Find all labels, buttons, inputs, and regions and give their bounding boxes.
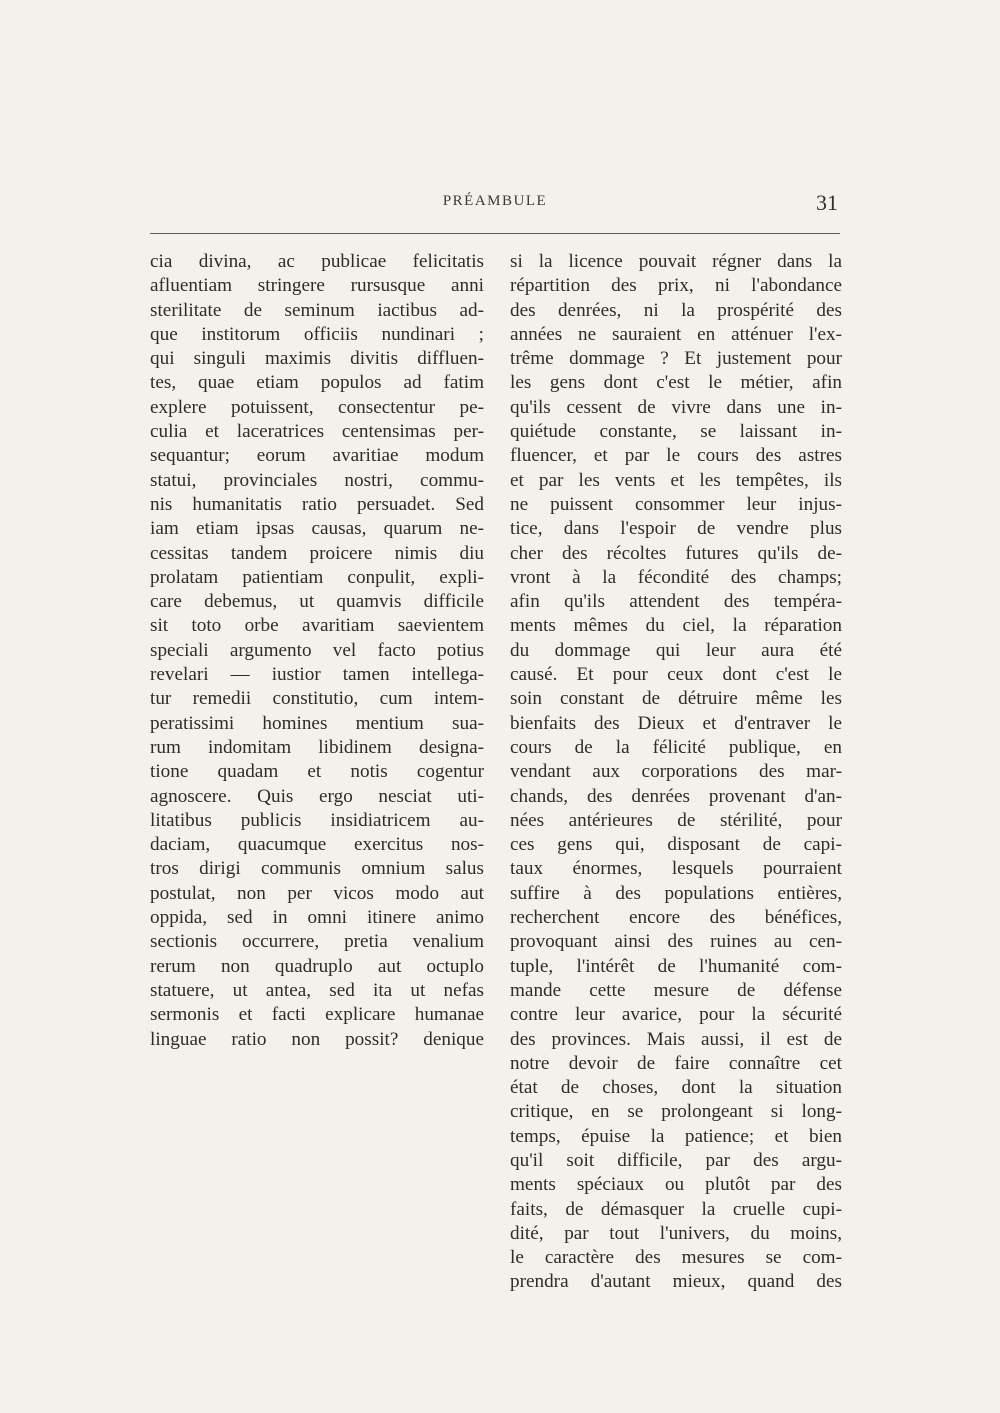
text-line: linguae ratio non possit? denique: [150, 1028, 484, 1050]
text-line: si la licence pouvait régner dans la: [510, 251, 842, 272]
text-line: tuple, l'intérêt de l'humanité com-: [510, 955, 842, 977]
text-line: postulat, non per vicos modo aut: [150, 882, 484, 904]
text-line: cessitas tandem proicere nimis diu: [150, 542, 484, 564]
text-line: speciali argumento vel facto potius: [150, 639, 484, 661]
text-line: quiétude constante, se laissant in-: [510, 421, 842, 443]
text-line: des denrées, ni la prospérité des: [510, 299, 842, 321]
header-rule: [150, 233, 840, 234]
text-line: daciam, quacumque exercitus nos-: [150, 834, 484, 856]
text-line: ces gens qui, disposant de capi-: [510, 834, 842, 856]
text-line: trême dommage ? Et justement pour: [510, 348, 842, 370]
text-line: qu'il soit difficile, par des argu-: [510, 1149, 842, 1171]
french-text-column: [510, 250, 842, 1295]
text-line: ments spéciaux ou plutôt par des: [510, 1174, 842, 1196]
text-line: nées antérieures de stérilité, pour: [510, 809, 842, 831]
text-line: qu'ils cessent de vivre dans une in-: [510, 396, 842, 418]
text-line: tur remedii constitutio, cum intem-: [150, 688, 484, 710]
text-line: peratissimi homines mentium sua-: [150, 712, 484, 734]
text-line: le caractère des mesures se com-: [510, 1247, 842, 1269]
page-number: 31: [816, 190, 838, 215]
text-line: recherchent encore des bénéfices,: [510, 907, 842, 929]
text-line: revelari — iustior tamen intellega-: [150, 664, 484, 686]
text-line: soin constant de détruire même les: [510, 688, 842, 710]
text-line: sermonis et facti explicare humanae: [150, 1004, 484, 1026]
text-line: statui, provinciales nostri, commu-: [150, 469, 484, 491]
text-line: tione quadam et notis cogentur: [150, 761, 484, 783]
text-line: prolatam patientiam conpulit, expli-: [150, 566, 484, 588]
text-line: rerum non quadruplo aut octuplo: [150, 955, 484, 977]
text-line: tice, dans l'espoir de vendre plus: [510, 518, 842, 540]
text-line: agnoscere. Quis ergo nesciat uti-: [150, 785, 484, 807]
text-line: qui singuli maximis divitis diffluen-: [150, 348, 484, 370]
text-line: cours de la félicité publique, en: [510, 736, 842, 758]
text-line: vront à la fécondité des champs;: [510, 566, 842, 588]
text-line: care debemus, ut quamvis difficile: [150, 591, 484, 613]
latin-text-column: [150, 250, 484, 1052]
text-line: et par les vents et les tempêtes, ils: [510, 469, 842, 491]
text-line: afluentiam stringere rursusque anni: [150, 275, 484, 297]
text-line: provoquant ainsi des ruines au cen-: [510, 931, 842, 953]
text-line: dité, par tout l'univers, du moins,: [510, 1222, 842, 1244]
text-line: ments mêmes du ciel, la réparation: [510, 615, 842, 637]
text-line: cia divina, ac publicae felicitatis: [150, 251, 484, 272]
text-line: faits, de démasquer la cruelle cupi-: [510, 1198, 842, 1220]
text-line: critique, en se prolongeant si long-: [510, 1101, 842, 1123]
text-line: afin qu'ils attendent des tempéra-: [510, 591, 842, 613]
text-line: statuere, ut antea, sed ita ut nefas: [150, 979, 484, 1001]
text-line: litatibus publicis insidiatricem au-: [150, 809, 484, 831]
text-line: fluencer, et par le cours des astres: [510, 445, 842, 467]
text-line: bienfaits des Dieux et d'entraver le: [510, 712, 842, 734]
text-line: chands, des denrées provenant d'an-: [510, 785, 842, 807]
text-line: prendra d'autant mieux, quand des: [510, 1271, 842, 1293]
text-line: mande cette mesure de défense: [510, 979, 842, 1001]
running-head: PRÉAMBULE: [442, 193, 548, 209]
text-line: causé. Et pour ceux dont c'est le: [510, 664, 842, 686]
text-line: sterilitate de seminum iactibus ad-: [150, 299, 484, 321]
text-line: des provinces. Mais aussi, il est de: [510, 1028, 842, 1050]
text-line: rum indomitam libidinem designa-: [150, 736, 484, 758]
text-line: état de choses, dont la situation: [510, 1077, 842, 1099]
text-line: cher des récoltes futures qu'ils de-: [510, 542, 842, 564]
text-line: répartition des prix, ni l'abondance: [510, 275, 842, 297]
text-line: iam etiam ipsas causas, quarum ne-: [150, 518, 484, 540]
text-line: que institorum officiis nundinari ;: [150, 323, 484, 345]
text-line: tes, quae etiam populos ad fatim: [150, 372, 484, 394]
text-line: tros dirigi communis omnium salus: [150, 858, 484, 880]
text-line: nis humanitatis ratio persuadet. Sed: [150, 493, 484, 515]
text-line: vendant aux corporations des mar-: [510, 761, 842, 783]
text-line: du dommage qui leur aura été: [510, 639, 842, 661]
text-line: sit toto orbe avaritiam saevientem: [150, 615, 484, 637]
text-line: notre devoir de faire connaître cet: [510, 1052, 842, 1074]
text-line: contre leur avarice, pour la sécurité: [510, 1004, 842, 1026]
page-header: [150, 190, 840, 217]
text-line: années ne sauraient en atténuer l'ex-: [510, 323, 842, 345]
text-line: taux énormes, lesquels pourraient: [510, 858, 842, 880]
text-line: oppida, sed in omni itinere animo: [150, 907, 484, 929]
text-line: culia et laceratrices centensimas per-: [150, 421, 484, 443]
text-line: sectionis occurrere, pretia venalium: [150, 931, 484, 953]
text-line: ne puissent consommer leur injus-: [510, 493, 842, 515]
text-line: sequantur; eorum avaritiae modum: [150, 445, 484, 467]
text-line: explere potuissent, consectentur pe-: [150, 396, 484, 418]
text-line: les gens dont c'est le métier, afin: [510, 372, 842, 394]
text-line: suffire à des populations entières,: [510, 882, 842, 904]
text-line: temps, épuise la patience; et bien: [510, 1125, 842, 1147]
